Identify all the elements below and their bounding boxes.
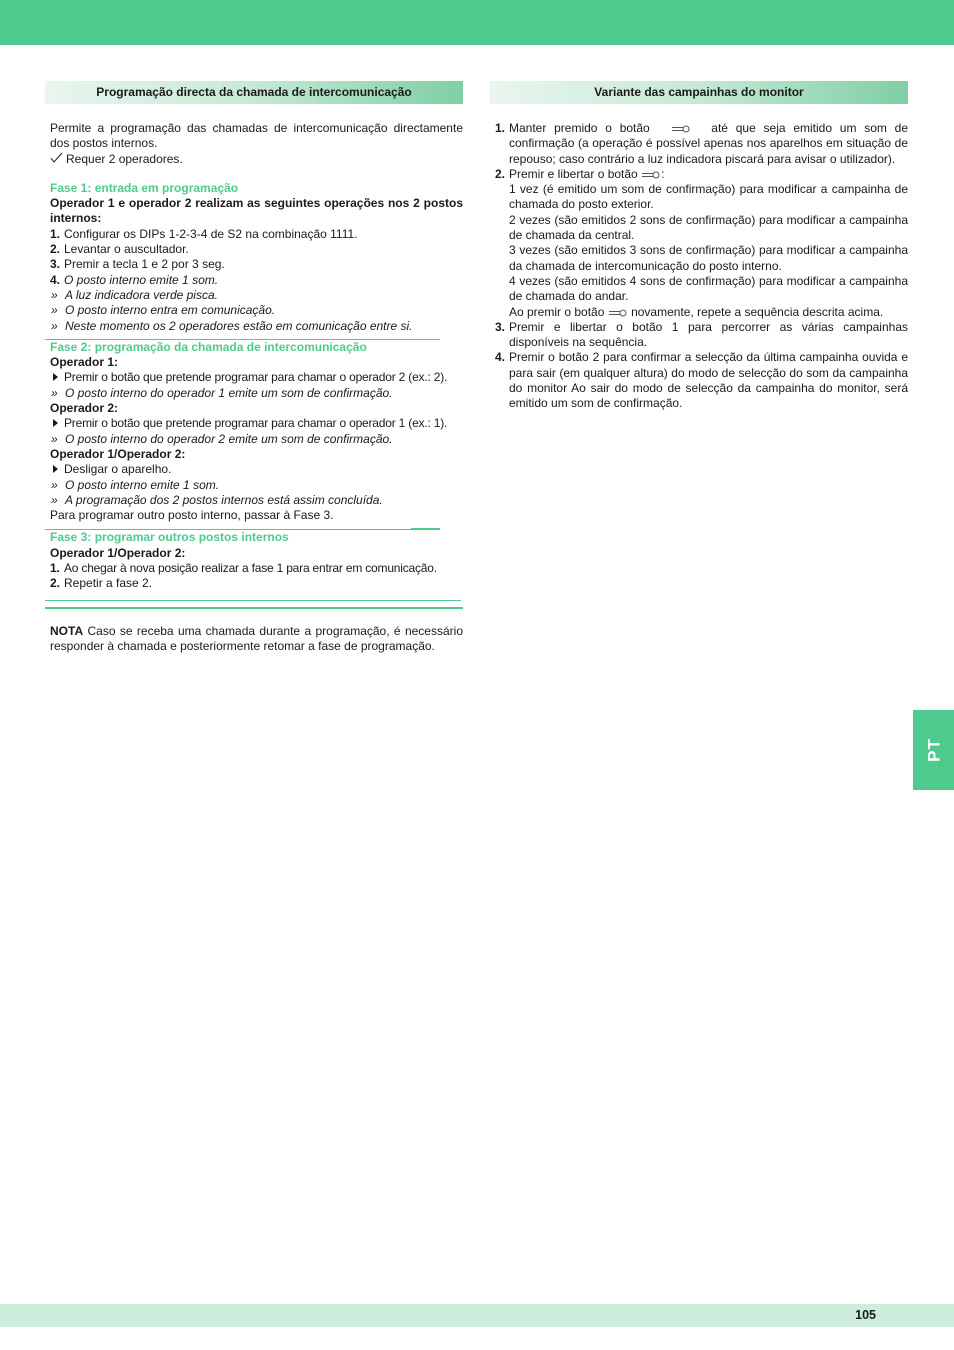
note-label: NOTA	[50, 623, 84, 638]
divider	[45, 600, 461, 601]
op12-label: Operador 1/Operador 2:	[50, 446, 186, 461]
op1-label: Operador 1:	[50, 355, 119, 370]
phase3-title: Fase 3: programar outros postos internos	[50, 530, 289, 545]
result-line: » O posto interno do operador 2 emite um som de confirmação.	[51, 431, 393, 446]
list-item: 4. O posto interno emite 1 som.	[50, 272, 219, 287]
key-button-icon	[672, 122, 690, 130]
language-tab: PT	[913, 710, 954, 790]
bottom-band	[0, 1304, 954, 1327]
requires-line	[50, 152, 463, 167]
right-section-header: Variante das campainhas do monitor	[490, 81, 908, 104]
list-item: 4. Premir o botão 2 para confirmar a selecção da última campainha ouvida e para sair (em qualquer altura) do modo de selecção do som da campainha do monitor Ao sair do modo de selecção da campainha do monitor, será emitido um som de confirmação.	[495, 350, 908, 411]
requires-text: Requer 2 operadores.	[66, 151, 183, 166]
op12-action: Desligar o aparelho.	[50, 462, 463, 477]
phase3-op-label: Operador 1/Operador 2:	[50, 545, 186, 560]
check-icon	[50, 152, 66, 167]
intro-text: Permite a programação das chamadas de intercomunicação directamente dos postos internos.	[50, 121, 463, 151]
phase2-title: Fase 2: programação da chamada de intercomunicação	[50, 339, 367, 354]
list-item: 2. Repetir a fase 2.	[50, 576, 153, 591]
page-number: 105	[855, 1308, 876, 1322]
op2-action: Premir o botão que pretende programar para chamar o operador 1 (ex.: 1).	[50, 416, 463, 431]
note-text: Caso se receba uma chamada durante a programação, é necessário responder à chamada e posteriormente retomar a fase de programação.	[50, 623, 463, 653]
note	[50, 624, 463, 655]
list-item: 2. Premir e libertar o botão : 1 vez (é emitido um som de confirmação) para modificar a campainha de chamada do posto exterior. 2 vezes (são emitidos 2 sons de confirmação) para modificar a campainha de chamada da central. 3 vezes (são emitidos 3 sons de confirmação) para modificar a campainha da chamada de intercomunicação do posto interno. 4 vezes (são emitidos 4 sons de confirmação) para modificar a campainha de chamada do andar. Ao premir o botão novamente, repete a sequência descrita acima.	[495, 166, 908, 319]
result-line: » O posto interno entra em comunicação.	[51, 303, 276, 318]
result-line: » O posto interno do operador 1 emite um som de confirmação.	[51, 385, 393, 400]
list-item: 3. Premir a tecla 1 e 2 por 3 seg.	[50, 257, 225, 272]
triangle-right-icon	[53, 373, 58, 381]
triangle-right-icon	[53, 465, 58, 473]
list-item: 1. Manter premido o botão até que seja emitido um som de confirmação (a operação é possível apenas nos aparelhos em situação de repouso; caso contrário a luz indicadora piscará para avisar o utilizador).	[495, 121, 908, 166]
top-band	[0, 0, 954, 45]
left-column	[45, 81, 463, 654]
phase-divider	[45, 529, 463, 530]
left-section-header: Programação directa da chamada de intercomunicação	[45, 81, 463, 104]
phase1-subtitle: Operador 1 e operador 2 realizam as seguintes operações nos 2 postos internos:	[50, 196, 463, 226]
result-line: » A programação dos 2 postos internos está assim concluída.	[51, 492, 383, 507]
phase1-title: Fase 1: entrada em programação	[50, 180, 239, 195]
result-line: » A luz indicadora verde pisca.	[51, 287, 218, 302]
list-item: 1. Ao chegar à nova posição realizar a fase 1 para entrar em comunicação.	[50, 561, 437, 576]
right-column	[490, 81, 908, 412]
list-item: 2. Levantar o auscultador.	[50, 242, 189, 257]
op1-action: Premir o botão que pretende programar para chamar o operador 2 (ex.: 2).	[50, 370, 463, 385]
result-line: » O posto interno emite 1 som.	[51, 477, 220, 492]
divider	[45, 607, 463, 609]
triangle-right-icon	[53, 419, 58, 427]
key-button-icon	[609, 306, 627, 314]
result-line: » Neste momento os 2 operadores estão em comunicação entre si.	[51, 318, 413, 333]
op2-label: Operador 2:	[50, 401, 119, 416]
phase2-next: Para programar outro posto interno, passar à Fase 3.	[50, 508, 334, 523]
list-item: 3. Premir e libertar o botão 1 para percorrer as várias campainhas disponíveis na sequência.	[495, 319, 908, 350]
list-item: 1. Configurar os DIPs 1-2-3-4 de S2 na combinação 1111.	[50, 226, 358, 241]
key-button-icon	[642, 168, 660, 176]
